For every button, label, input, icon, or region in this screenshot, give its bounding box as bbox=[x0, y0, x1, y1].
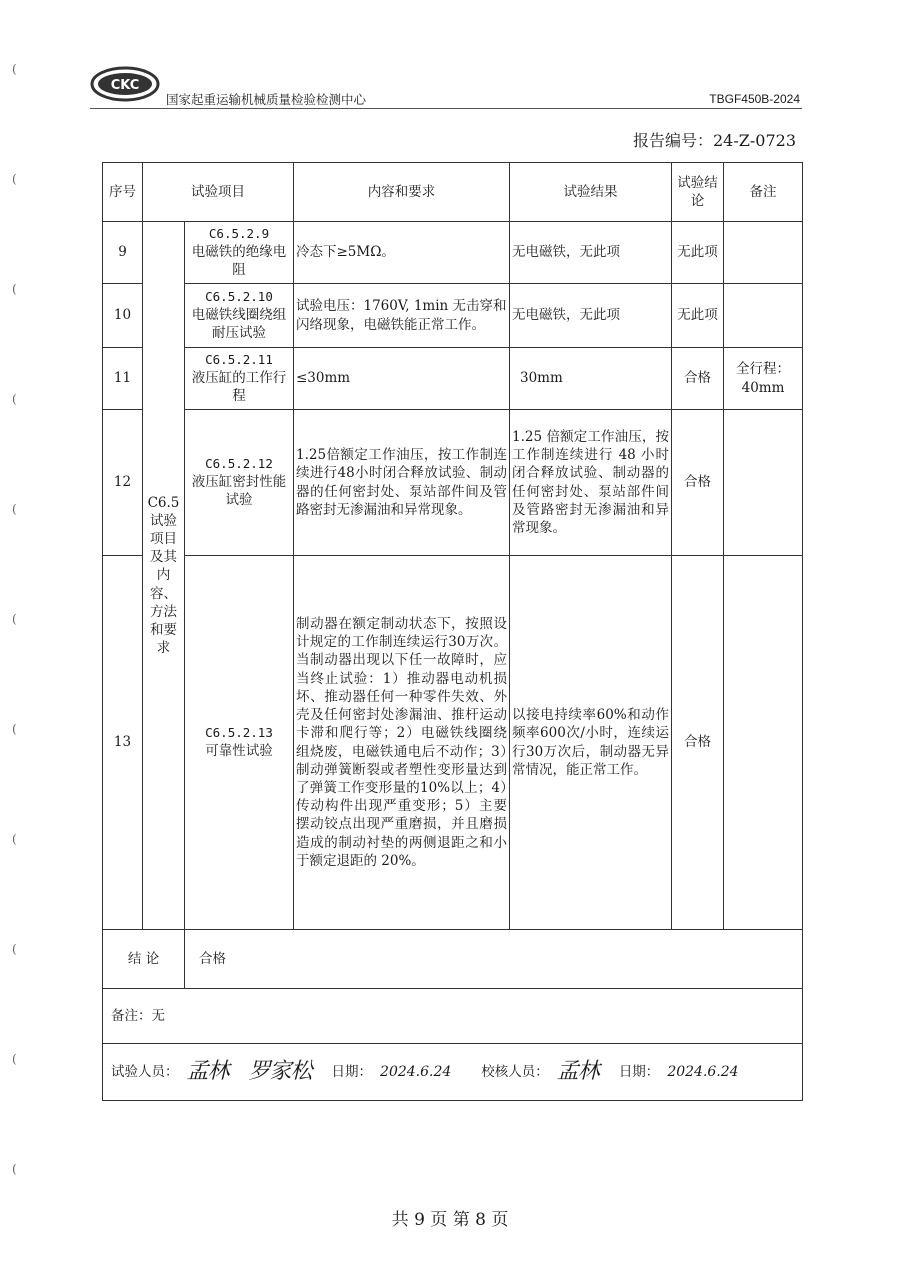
header-remark: 备注 bbox=[724, 163, 803, 222]
item-code: C6.5.2.11 bbox=[205, 351, 273, 367]
binding-mark: ( bbox=[12, 832, 17, 846]
item-cell bbox=[185, 348, 294, 410]
date-label: 日期： bbox=[331, 1063, 373, 1080]
requirement-cell: 冷态下≥5MΩ。 bbox=[294, 222, 510, 284]
conclusion-cell: 合格 bbox=[672, 410, 724, 556]
requirement-cell: ≤30mm bbox=[294, 348, 510, 410]
svg-text:CKC: CKC bbox=[110, 78, 140, 93]
conclusion-cell: 无此项 bbox=[672, 222, 724, 284]
binding-mark: ( bbox=[12, 942, 17, 956]
header-rule bbox=[90, 108, 802, 109]
item-name: 电磁铁线圈绕组耐压试验 bbox=[191, 306, 287, 341]
result-cell: 无电磁铁，无此项 bbox=[510, 222, 672, 284]
category-cell: C6.5试验项目及其内容、方法和要求 bbox=[143, 222, 185, 930]
header-requirement: 内容和要求 bbox=[294, 163, 510, 222]
remarks-row bbox=[103, 989, 803, 1044]
table-row bbox=[103, 556, 803, 930]
item-cell bbox=[185, 556, 294, 930]
item-cell bbox=[185, 222, 294, 284]
row-no: 13 bbox=[103, 556, 143, 930]
tester-signature-1: 孟林 bbox=[186, 1059, 229, 1085]
binding-mark: ( bbox=[12, 392, 17, 406]
remark-cell: 全行程：40mm bbox=[724, 348, 803, 410]
item-name: 电磁铁的绝缘电阻 bbox=[191, 243, 287, 278]
org-logo-icon bbox=[90, 66, 160, 102]
table-row bbox=[103, 284, 803, 348]
binding-mark: ( bbox=[12, 722, 17, 736]
conclusion-cell: 无此项 bbox=[672, 284, 724, 348]
signature-cell bbox=[103, 1044, 803, 1101]
signature-row bbox=[103, 1044, 803, 1101]
test-date: 2024.6.24 bbox=[380, 1063, 452, 1080]
result-cell: 30mm bbox=[510, 348, 672, 410]
report-number: 报告编号：24-Z-0723 bbox=[632, 131, 796, 150]
conclusion-cell: 合格 bbox=[672, 556, 724, 930]
remark-cell bbox=[724, 410, 803, 556]
conclusion-row bbox=[103, 930, 803, 989]
binding-mark: ( bbox=[12, 282, 17, 296]
item-name: 液压缸的工作行程 bbox=[191, 369, 287, 404]
remarks-cell: 备注：无 bbox=[103, 989, 803, 1044]
date-label-2: 日期： bbox=[618, 1063, 660, 1080]
result-cell: 无电磁铁，无此项 bbox=[510, 284, 672, 348]
table-row bbox=[103, 222, 803, 284]
test-items-table bbox=[102, 162, 803, 1101]
header-no: 序号 bbox=[103, 163, 143, 222]
table-row bbox=[103, 348, 803, 410]
signature-line bbox=[105, 1057, 800, 1087]
table-row bbox=[103, 410, 803, 556]
item-code: C6.5.2.12 bbox=[205, 455, 273, 471]
requirement-cell: 试验电压：1760V, 1min 无击穿和闪络现象，电磁铁能正常工作。 bbox=[294, 284, 510, 348]
row-no: 9 bbox=[103, 222, 143, 284]
result-cell: 1.25 倍额定工作油压，按工作制连续进行 48 小时闭合释放试验、制动器的任何密封处、泵站部件间及管路密封无渗漏油和异常现象。 bbox=[510, 410, 672, 556]
item-cell bbox=[185, 410, 294, 556]
checker-signature: 孟林 bbox=[556, 1059, 599, 1085]
row-no: 12 bbox=[103, 410, 143, 556]
page-footer: 共 9 页 第 8 页 bbox=[391, 1210, 509, 1230]
remark-cell bbox=[724, 222, 803, 284]
conclusion-value: 合格 bbox=[185, 930, 803, 989]
item-cell bbox=[185, 284, 294, 348]
header-conclusion: 试验结论 bbox=[672, 163, 724, 222]
tester-label: 试验人员： bbox=[111, 1063, 179, 1080]
binding-mark: ( bbox=[12, 1162, 17, 1176]
item-code: C6.5.2.10 bbox=[205, 288, 273, 304]
item-name: 可靠性试验 bbox=[205, 742, 273, 759]
table-header-row bbox=[103, 163, 803, 222]
result-cell: 以接电持续率60%和动作频率600次/小时，连续运行30万次后，制动器无异常情况，能正常工作。 bbox=[510, 556, 672, 930]
binding-mark: ( bbox=[12, 1052, 17, 1066]
item-name: 液压缸密封性能试验 bbox=[191, 473, 287, 508]
header-item: 试验项目 bbox=[143, 163, 294, 222]
binding-mark: ( bbox=[12, 502, 17, 516]
remark-cell bbox=[724, 284, 803, 348]
checker-label: 校核人员： bbox=[481, 1063, 549, 1080]
header-result: 试验结果 bbox=[510, 163, 672, 222]
doc-code: TBGF450B-2024 bbox=[709, 92, 800, 106]
org-name: 国家起重运输机械质量检验检测中心 bbox=[166, 92, 367, 107]
row-no: 11 bbox=[103, 348, 143, 410]
conclusion-label: 结 论 bbox=[103, 930, 185, 989]
row-no: 10 bbox=[103, 284, 143, 348]
requirement-cell: 1.25倍额定工作油压，按工作制连续进行48小时闭合释放试验、制动器的任何密封处、泵站部件间及管路密封无渗漏油和异常现象。 bbox=[294, 410, 510, 556]
item-code: C6.5.2.9 bbox=[208, 225, 270, 241]
binding-mark: ( bbox=[12, 612, 17, 626]
conclusion-cell: 合格 bbox=[672, 348, 724, 410]
requirement-cell: 制动器在额定制动状态下，按照设计规定的工作制连续运行30万次。当制动器出现以下任一故障时，应当终止试验：1）推动器电动机损坏、推动器任何一种零件失效、外壳及任何密封处渗漏油、推杆运动卡滞和爬行等；2）电磁铁线圈绕组烧废，电磁铁通电后不动作；3）制动弹簧断裂或者塑性变形量达到了弹簧工作变形量的10%以上；4）传动构件出现严重变形；5）主要摆动铰点出现严重磨损，并且磨损造成的制动衬垫的两侧退距之和小于额定退距的 20%。 bbox=[294, 556, 510, 930]
remark-cell bbox=[724, 556, 803, 930]
binding-mark: ( bbox=[12, 172, 17, 186]
check-date: 2024.6.24 bbox=[667, 1063, 739, 1080]
binding-mark: ( bbox=[12, 62, 17, 76]
tester-signature-2: 罗家松 bbox=[248, 1059, 312, 1085]
item-code: C6.5.2.13 bbox=[205, 724, 273, 740]
